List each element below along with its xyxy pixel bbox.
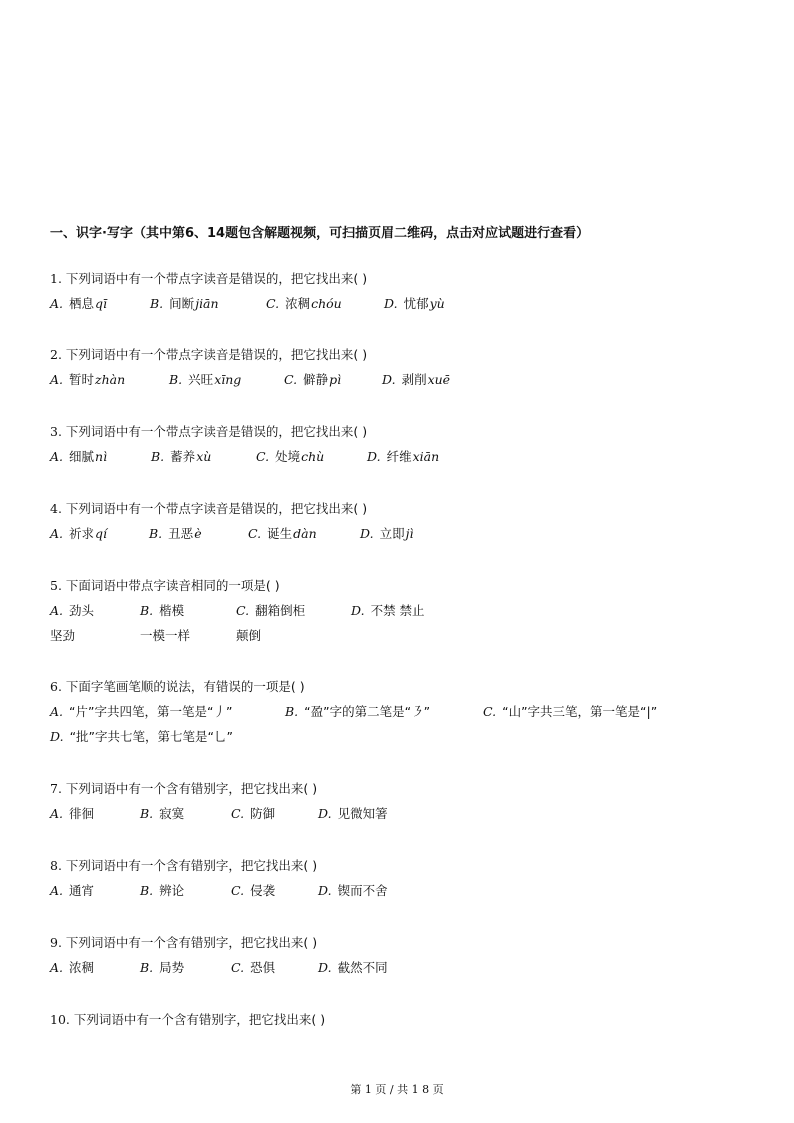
option-text: 截然不同 — [337, 960, 388, 975]
option-text: 不禁 禁止 — [370, 603, 425, 618]
question-stem — [50, 1007, 750, 1032]
question-number: 1. — [50, 271, 62, 286]
question-stem — [50, 930, 750, 955]
option-letter: C. — [231, 960, 245, 975]
option-pinyin: chù — [301, 449, 325, 464]
question-number: 2. — [50, 347, 62, 362]
option-letter: C. — [231, 806, 245, 821]
question-number: 9. — [50, 935, 62, 950]
section-heading: 一、识字·写字（其中第6、14题包含解题视频，可扫描页眉二维码，点击对应试题进行查看） — [50, 226, 590, 241]
option-letter: D. — [384, 296, 398, 311]
option-letter: A. — [50, 449, 64, 464]
options-row-2 — [50, 623, 750, 648]
option-d[interactable] — [360, 521, 413, 546]
question-number: 7. — [50, 781, 62, 796]
option-text: 辨论 — [159, 883, 185, 898]
options-row — [50, 598, 750, 623]
option-pinyin: chóu — [311, 296, 342, 311]
question-text: 下面词语中带点字读音相同的一项是( ) — [65, 578, 280, 593]
option-text: 锲而不舍 — [337, 883, 388, 898]
option-pinyin: yù — [429, 296, 445, 311]
option-letter: D. — [351, 603, 365, 618]
option-a[interactable] — [50, 291, 107, 316]
option-c[interactable] — [248, 521, 317, 546]
question-5 — [50, 573, 750, 648]
question-stem — [50, 776, 750, 801]
question-number: 4. — [50, 501, 62, 516]
option-a[interactable] — [50, 598, 94, 623]
option-d[interactable] — [351, 598, 425, 623]
option-text: 蓄养 — [170, 449, 196, 464]
option-c[interactable] — [236, 598, 305, 623]
option-pinyin: è — [194, 526, 202, 541]
option-d[interactable] — [367, 444, 439, 469]
question-3 — [50, 419, 750, 469]
option-d[interactable] — [50, 724, 233, 749]
option-pinyin: xīng — [214, 372, 242, 387]
option-b[interactable] — [140, 955, 184, 980]
option-pinyin: pì — [329, 372, 342, 387]
option-letter: D. — [318, 806, 332, 821]
question-stem — [50, 674, 750, 699]
options-row — [50, 878, 750, 903]
option-text: 纤维 — [386, 449, 412, 464]
question-6 — [50, 674, 750, 749]
option-c[interactable] — [266, 291, 342, 316]
option-letter: A. — [50, 372, 64, 387]
option-letter: D. — [367, 449, 381, 464]
question-text: 下列词语中有一个带点字读音是错误的，把它找出来( ) — [65, 424, 368, 439]
option-letter: B. — [149, 526, 163, 541]
option-b[interactable] — [150, 291, 219, 316]
question-9 — [50, 930, 750, 980]
option-letter: B. — [140, 960, 154, 975]
option-text: “批”字共七笔，第七笔是“乚” — [69, 729, 233, 744]
options-row-2 — [50, 724, 750, 749]
question-text: 下列词语中有一个含有错别字，把它找出来( ) — [65, 935, 318, 950]
option-letter: C. — [483, 704, 497, 719]
option-text: “片”字共四笔，第一笔是“丿” — [69, 704, 233, 719]
option-b[interactable] — [149, 521, 202, 546]
option-b[interactable] — [140, 801, 184, 826]
option-text: 兴旺 — [188, 372, 214, 387]
option-text: 浓稠 — [285, 296, 311, 311]
question-8 — [50, 853, 750, 903]
option-text: 通宵 — [69, 883, 95, 898]
option-letter: C. — [256, 449, 270, 464]
option-c[interactable] — [483, 699, 657, 724]
option-a[interactable] — [50, 801, 94, 826]
option-letter: D. — [318, 960, 332, 975]
option-letter: B. — [285, 704, 299, 719]
option-a[interactable] — [50, 955, 94, 980]
question-10 — [50, 1007, 750, 1032]
option-letter: C. — [266, 296, 280, 311]
option-pinyin: xù — [196, 449, 212, 464]
option-text: 立即 — [379, 526, 405, 541]
option-text: 细腻 — [69, 449, 95, 464]
question-number: 5. — [50, 578, 62, 593]
option-b[interactable] — [169, 367, 241, 392]
option-text: 防御 — [250, 806, 276, 821]
options-row — [50, 521, 750, 546]
option-text: 祈求 — [69, 526, 95, 541]
question-4 — [50, 496, 750, 546]
option-b[interactable] — [140, 598, 184, 623]
option-c[interactable] — [231, 878, 275, 903]
option-letter: A. — [50, 526, 64, 541]
question-text: 下列词语中有一个含有错别字，把它找出来( ) — [65, 858, 318, 873]
option-c-second-word: 颠倒 — [236, 628, 262, 643]
option-text: “盈”字的第二笔是“㇋” — [304, 704, 431, 719]
option-letter: A. — [50, 960, 64, 975]
option-text: 僻静 — [303, 372, 329, 387]
option-letter: B. — [140, 603, 154, 618]
option-b[interactable] — [285, 699, 430, 724]
option-letter: C. — [248, 526, 262, 541]
question-7 — [50, 776, 750, 826]
option-letter: C. — [236, 603, 250, 618]
option-text: 徘徊 — [69, 806, 95, 821]
option-b[interactable] — [140, 878, 184, 903]
option-text: 劲头 — [69, 603, 95, 618]
option-letter: B. — [140, 806, 154, 821]
question-stem — [50, 573, 750, 598]
option-d[interactable] — [318, 955, 388, 980]
option-text: 剥削 — [401, 372, 427, 387]
option-text: 丑恶 — [168, 526, 194, 541]
option-b-second-word: 一模一样 — [140, 628, 191, 643]
option-c[interactable] — [284, 367, 341, 392]
question-stem — [50, 342, 750, 367]
options-row — [50, 801, 750, 826]
options-row — [50, 291, 750, 316]
question-stem — [50, 419, 750, 444]
option-text: 诞生 — [267, 526, 293, 541]
question-1 — [50, 266, 750, 316]
option-text: “山”字共三笔，第一笔是“|” — [502, 704, 658, 719]
option-d[interactable] — [384, 291, 445, 316]
option-pinyin: xiān — [412, 449, 440, 464]
option-letter: A. — [50, 806, 64, 821]
option-pinyin: zhàn — [95, 372, 126, 387]
option-letter: A. — [50, 603, 64, 618]
option-pinyin: qí — [95, 526, 108, 541]
option-text: 浓稠 — [69, 960, 95, 975]
option-a[interactable] — [50, 878, 94, 903]
option-letter: D. — [382, 372, 396, 387]
option-letter: C. — [231, 883, 245, 898]
options-row — [50, 367, 750, 392]
question-text: 下列词语中有一个带点字读音是错误的，把它找出来( ) — [65, 347, 368, 362]
option-text: 间断 — [169, 296, 195, 311]
option-letter: B. — [151, 449, 165, 464]
option-letter: B. — [169, 372, 183, 387]
option-text: 栖息 — [69, 296, 95, 311]
options-row — [50, 955, 750, 980]
option-pinyin: jì — [405, 526, 414, 541]
question-text: 下列词语中有一个带点字读音是错误的，把它找出来( ) — [65, 271, 368, 286]
question-text: 下列词语中有一个带点字读音是错误的，把它找出来( ) — [65, 501, 368, 516]
option-pinyin: jiān — [195, 296, 219, 311]
option-d[interactable] — [318, 878, 388, 903]
question-number: 3. — [50, 424, 62, 439]
option-pinyin: nì — [95, 449, 108, 464]
option-pinyin: qī — [95, 296, 108, 311]
option-letter: A. — [50, 883, 64, 898]
option-text: 寂寞 — [159, 806, 185, 821]
option-text: 侵袭 — [250, 883, 276, 898]
option-text: 见微知箸 — [337, 806, 388, 821]
question-2 — [50, 342, 750, 392]
option-d[interactable] — [318, 801, 388, 826]
option-text: 暂时 — [69, 372, 95, 387]
option-letter: A. — [50, 704, 64, 719]
option-c[interactable] — [231, 955, 275, 980]
question-stem — [50, 266, 750, 291]
question-text: 下列词语中有一个含有错别字，把它找出来( ) — [65, 781, 318, 796]
question-number: 10. — [50, 1012, 70, 1027]
options-row — [50, 699, 750, 724]
question-number: 6. — [50, 679, 62, 694]
page-footer: 第 1 页 / 共 1 8 页 — [350, 1083, 444, 1096]
option-letter: D. — [360, 526, 374, 541]
option-letter: C. — [284, 372, 298, 387]
option-pinyin: xuē — [427, 372, 451, 387]
option-a[interactable] — [50, 444, 107, 469]
option-b[interactable] — [151, 444, 211, 469]
question-number: 8. — [50, 858, 62, 873]
option-pinyin: dàn — [293, 526, 317, 541]
option-a-second-word: 坚劲 — [50, 628, 76, 643]
option-c[interactable] — [231, 801, 275, 826]
option-letter: D. — [50, 729, 64, 744]
options-row — [50, 444, 750, 469]
option-text: 局势 — [159, 960, 185, 975]
question-text: 下列词语中有一个含有错别字，把它找出来( ) — [73, 1012, 326, 1027]
option-letter: B. — [150, 296, 164, 311]
option-letter: D. — [318, 883, 332, 898]
option-c[interactable] — [256, 444, 324, 469]
option-text: 恐俱 — [250, 960, 276, 975]
question-stem — [50, 853, 750, 878]
option-letter: B. — [140, 883, 154, 898]
question-stem — [50, 496, 750, 521]
question-text: 下面字笔画笔顺的说法，有错误的一项是( ) — [65, 679, 305, 694]
option-text: 楷模 — [159, 603, 185, 618]
option-a[interactable] — [50, 521, 107, 546]
option-d[interactable] — [382, 367, 450, 392]
option-letter: A. — [50, 296, 64, 311]
option-text: 翻箱倒柜 — [255, 603, 306, 618]
option-a[interactable] — [50, 699, 232, 724]
option-text: 忧郁 — [403, 296, 429, 311]
option-a[interactable] — [50, 367, 125, 392]
option-text: 处境 — [275, 449, 301, 464]
